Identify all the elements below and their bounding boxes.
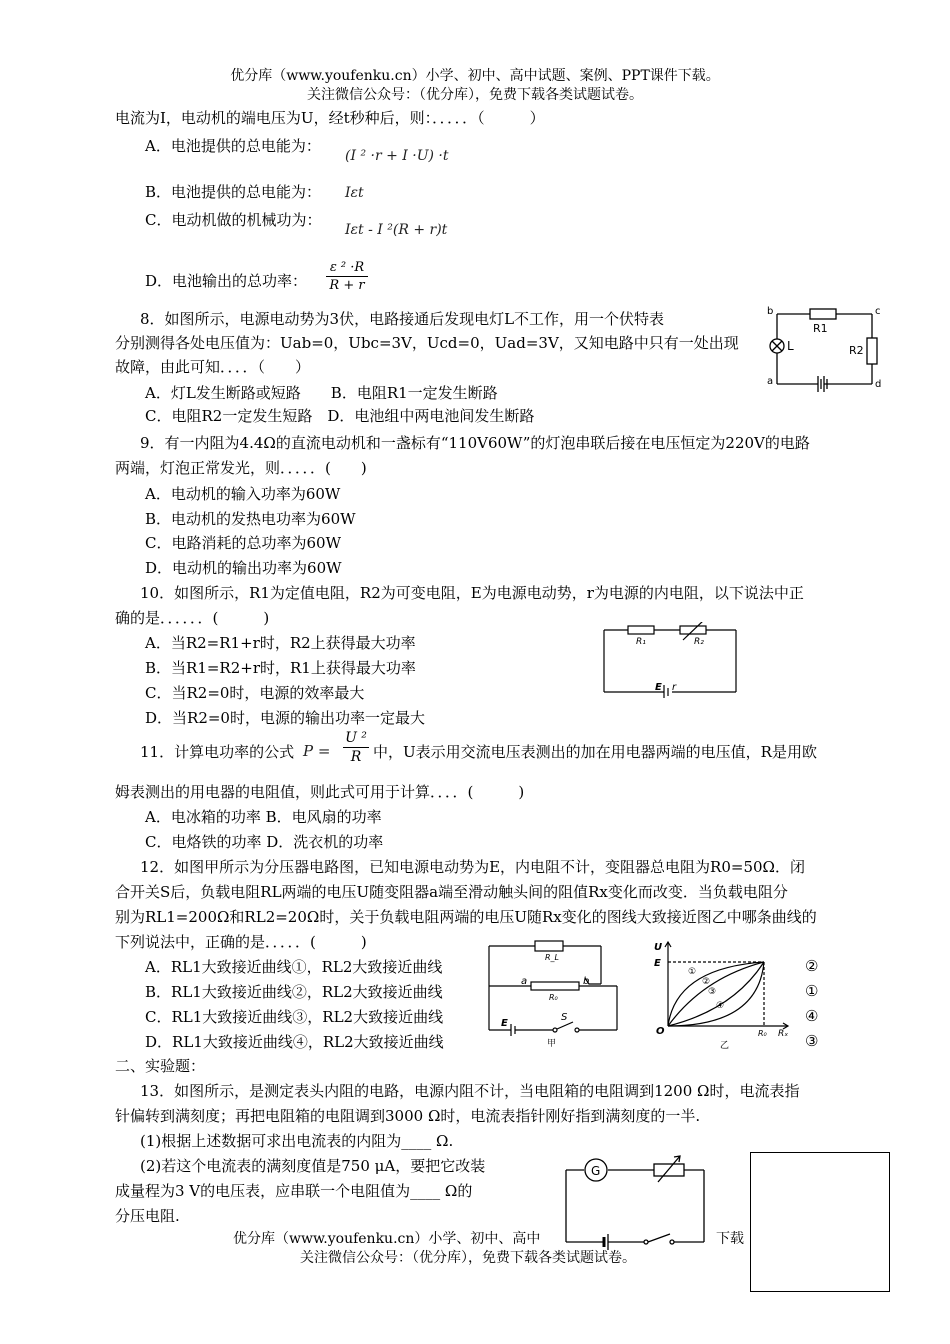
- footer-line2: 关注微信公众号：（优分库），免费下载各类试题试卷。: [300, 1250, 636, 1266]
- q12-axis-rx: Rₓ: [778, 1029, 789, 1039]
- q11-formula-fraction: [343, 730, 369, 765]
- q12-line2: 合开关S后，负载电阻RL两端的电压U随变阻器a端至滑动触头间的阻值Rx变化而改变．当负载电阻分: [115, 883, 788, 901]
- q11-options-cd: C．电烙铁的功率 D．洗衣机的功率: [145, 833, 384, 851]
- q8-circuit-diagram: [762, 302, 892, 394]
- q13-part2-line2: 成量程为3 V的电压表，应串联一个电阻值为____ Ω的: [115, 1182, 473, 1200]
- q8-line1: 8．如图所示，电源电动势为3伏，电路接通后发现电灯L不工作，用一个伏特表: [140, 310, 665, 328]
- q12-label-rl: R_L: [545, 953, 560, 962]
- q11-line2: 姆表测出的用电器的电阻值，则此式可用于计算．．．．( ): [115, 783, 525, 801]
- q8-label-r1: R1: [813, 322, 828, 335]
- q8-label-r2: R2: [849, 344, 864, 357]
- q8-label-c: c: [875, 306, 881, 317]
- q8-line3: 故障，由此可知．．．．（ ）: [115, 358, 311, 376]
- q10-line1: 10．如图所示，R1为定值电阻，R2为可变电阻，E为电源电动势，r为电源的内电阻，以下说法中正: [140, 584, 804, 602]
- q7-option-a: A．电池提供的总电能为：: [145, 137, 321, 155]
- q8-label-d: d: [875, 379, 882, 390]
- q7-option-b: B．电池提供的总电能为：: [145, 183, 322, 201]
- q8-options-ab: A．灯L发生断路或短路 B．电阻R1一定发生断路: [145, 384, 498, 402]
- q9-option-d: D．电动机的输出功率为60W: [145, 559, 342, 577]
- q7-option-d-fraction: [326, 260, 368, 293]
- q8-label-lamp: L: [787, 339, 794, 353]
- q12-answer-c: ④: [805, 1007, 819, 1025]
- q8-label-b: b: [767, 306, 774, 317]
- footer-line1-right: 下载: [716, 1231, 744, 1247]
- section-2-title: 二、实验题：: [115, 1057, 206, 1075]
- page-header-line1: 优分库（www.youfenku.cn）小学、初中、高中试题、案例、PPT课件下载。: [230, 68, 720, 84]
- q11-denominator: R: [350, 749, 362, 765]
- q8-line2: 分别测得各处电压值为：Uab=0，Ubc=3V，Ucd=0，Uad=3V，又知电路中只有一处出现: [115, 334, 739, 352]
- q10-label-r1: R₁: [636, 637, 646, 647]
- q9-line1: 9．有一内阻为4.4Ω的直流电动机和一盏标有“110V60W”的灯泡串联后接在电压恒定为220V的电路: [140, 434, 810, 452]
- q7-option-c: C．电动机做的机械功为：: [145, 211, 322, 229]
- q10-circuit-diagram: [600, 622, 742, 698]
- q10-label-r2: R₂: [694, 637, 704, 647]
- q7-option-c-formula: Iεt - I ²(R + r)t: [345, 222, 448, 238]
- q10-option-b: B．当R1=R2+r时，R1上获得最大功率: [145, 659, 416, 677]
- q8-options-cd: C．电阻R2一定发生短路 D．电池组中两电池间发生断路: [145, 407, 535, 425]
- q12-label-b: b: [583, 976, 590, 987]
- q12-caption-jia: 甲: [547, 1039, 557, 1049]
- q10-label-r: r: [672, 682, 677, 693]
- q7-option-a-formula: (I ² ·r + I ·U) ·t: [345, 148, 449, 164]
- q9-line2: 两端，灯泡正常发光，则．．．．．( ): [115, 459, 367, 477]
- q12-curve-4: ④: [716, 1001, 725, 1011]
- q7-option-d: D．电池输出的总功率：: [145, 272, 308, 290]
- q12-label-r0: R₀: [549, 993, 558, 1002]
- q13-part2-line3: 分压电阻.: [115, 1207, 180, 1225]
- q11-post: 中，U表示用交流电压表测出的加在用电器两端的电压值，R是用欧: [373, 743, 817, 761]
- q8-label-a: a: [767, 376, 774, 387]
- q7-d-denominator: R + r: [329, 278, 365, 293]
- q12-origin: O: [656, 1026, 665, 1037]
- q12-curve-2: ②: [702, 977, 711, 987]
- fraction-bar: [343, 747, 369, 748]
- q7-stem: 电流为I，电动机的端电压为U，经t秒种后，则：．．．．．（ ）: [115, 109, 545, 127]
- q13-line1: 13．如图所示，是测定表头内阻的电路，电源内阻不计，当电阻箱的电阻调到1200 Ω时，电流表指: [140, 1082, 800, 1100]
- q10-option-c: C．当R2=0时，电源的效率最大: [145, 684, 365, 702]
- q11-formula-p: P =: [303, 742, 331, 760]
- q13-circuit-diagram: [562, 1152, 712, 1252]
- q12-divider-circuit: [485, 938, 635, 1050]
- q9-option-a: A．电动机的输入功率为60W: [145, 485, 341, 503]
- q12-label-e: E: [501, 1018, 508, 1029]
- q12-caption-yi: 乙: [720, 1041, 730, 1050]
- q11-numerator: U ²: [345, 730, 367, 746]
- q12-option-b: B．RL1大致接近曲线②，RL2大致接近曲线: [145, 983, 443, 1001]
- q12-line4: 下列说法中，正确的是．．．．．( ): [115, 933, 367, 951]
- fraction-bar: [326, 276, 368, 277]
- q12-curve-1: ①: [688, 967, 697, 977]
- footer-line1-left: 优分库（www.youfenku.cn）小学、初中、高中: [233, 1231, 541, 1247]
- q9-option-c: C．电路消耗的总功率为60W: [145, 534, 341, 552]
- q13-galvanometer-label: G: [591, 1164, 601, 1178]
- q11-pre: 11．计算电功率的公式: [140, 743, 295, 761]
- q10-option-a: A．当R2=R1+r时，R2上获得最大功率: [145, 634, 416, 652]
- q7-option-b-formula: Iεt: [345, 185, 364, 201]
- answer-box: [750, 1152, 890, 1292]
- q12-option-c: C．RL1大致接近曲线③，RL2大致接近曲线: [145, 1008, 444, 1026]
- q12-option-d: D．RL1大致接近曲线④，RL2大致接近曲线: [145, 1033, 444, 1051]
- q12-label-s: S: [561, 1012, 568, 1023]
- q7-d-numerator: ε ² ·R: [329, 260, 365, 275]
- q11-options-ab: A．电冰箱的功率 B．电风扇的功率: [145, 808, 382, 826]
- q12-curve-3: ③: [708, 987, 717, 997]
- q12-label-a: a: [521, 976, 528, 987]
- q12-answer-d: ③: [805, 1032, 819, 1050]
- q13-line2: 针偏转到满刻度；再把电阻箱的电阻调到3000 Ω时，电流表指针刚好指到满刻度的一半.: [115, 1107, 701, 1125]
- page-header-line2: 关注微信公众号：（优分库），免费下载各类试题试卷。: [307, 87, 643, 103]
- q10-label-e: E: [655, 682, 662, 693]
- q13-part2-line1: (2)若这个电流表的满刻度值是750 μA，要把它改装: [140, 1157, 486, 1175]
- q12-line1: 12．如图甲所示为分压器电路图，已知电源电动势为E，内电阻不计，变阻器总电阻为R0=50Ω．闭: [140, 858, 805, 876]
- q12-answer-a: ②: [805, 957, 819, 975]
- q12-answer-b: ①: [805, 982, 819, 1000]
- q10-option-d: D．当R2=0时，电源的输出功率一定最大: [145, 709, 425, 727]
- q12-axis-r0: R₀: [758, 1029, 767, 1038]
- q12-axis-u: U: [654, 942, 663, 953]
- q12-option-a: A．RL1大致接近曲线①，RL2大致接近曲线: [145, 958, 443, 976]
- q13-part1: (1)根据上述数据可求出电流表的内阻为____ Ω.: [140, 1132, 454, 1150]
- q12-axis-e: E: [654, 958, 661, 969]
- q10-line2: 确的是．．．．．．( ): [115, 609, 270, 627]
- q12-graph: [648, 938, 798, 1050]
- q9-option-b: B．电动机的发热电功率为60W: [145, 510, 356, 528]
- q12-line3: 别为RL1=200Ω和RL2=20Ω时，关于负载电阻两端的电压U随Rx变化的图线大致接近图乙中哪条曲线的: [115, 908, 817, 926]
